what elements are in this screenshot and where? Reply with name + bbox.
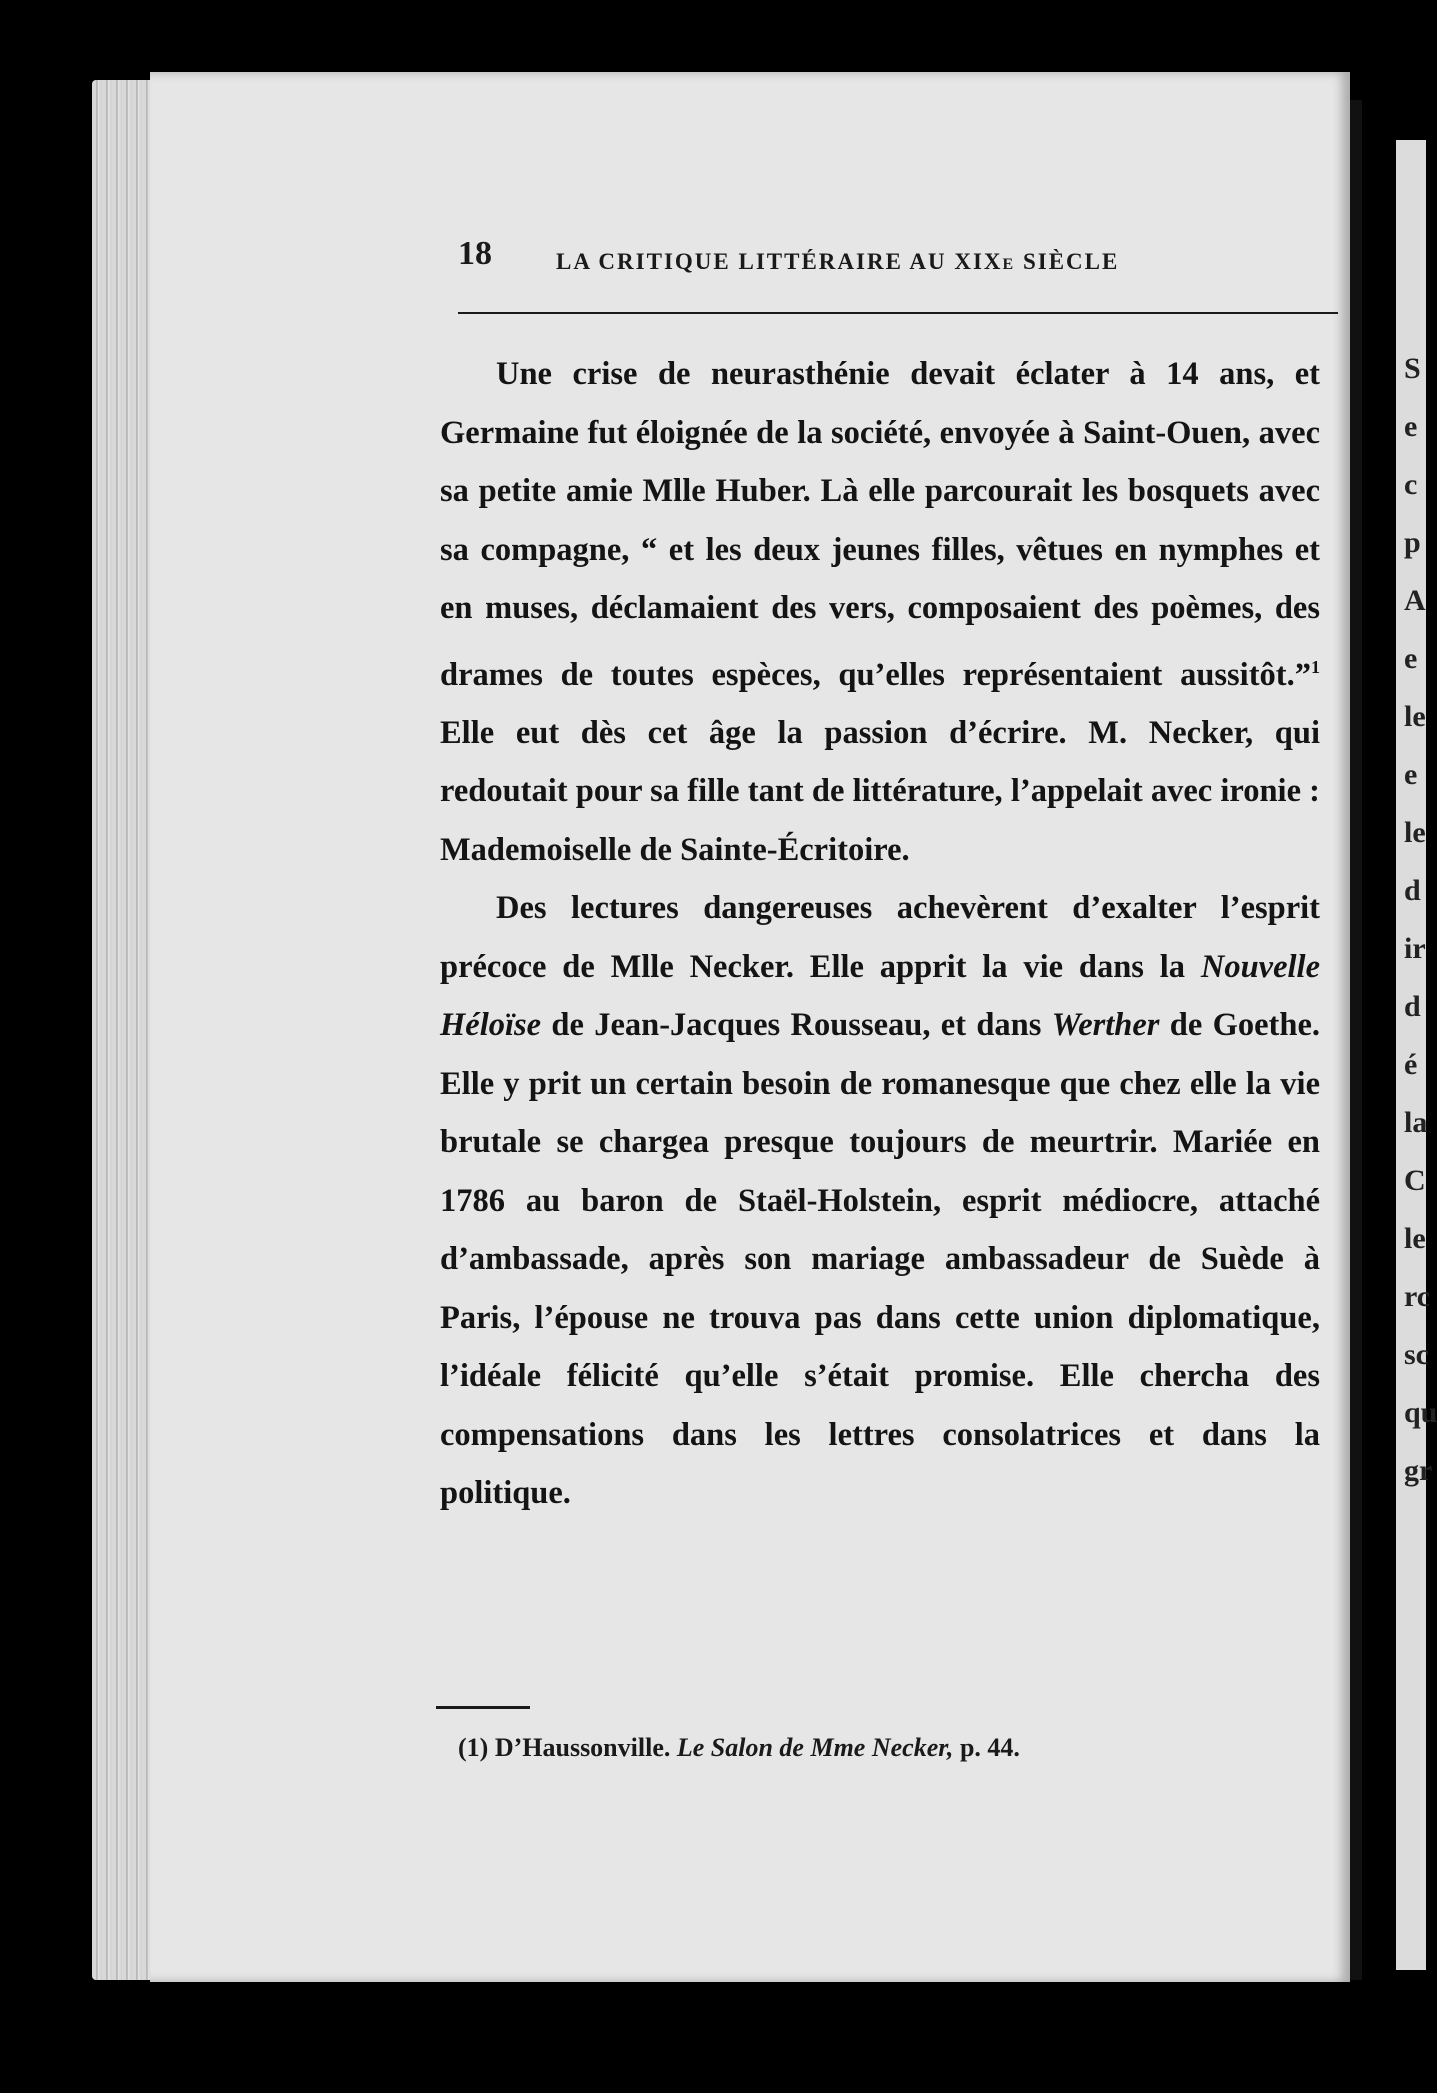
book-title-werther: Werther [1051,1007,1160,1044]
body-text [440,345,1320,1523]
book-gutter [1350,100,1362,1980]
running-title: LA CRITIQUE LITTÉRAIRE AU XIXe SIÈCLE [556,249,1120,274]
paragraph-2 [440,879,1320,1523]
footnote-reference: 1 [1311,656,1320,677]
footnote-author: D’Haussonville. [494,1733,671,1762]
footnote-page: p. 44. [959,1733,1020,1762]
paragraph-2-text-c: de Goethe. Elle y prit un certain besoin de romanesque que chez elle la vie brutale se chargea presque toujours de meurtrir. Mariée en 1786 au baron de Staël-Holstein, esprit médiocre, attaché d’ambassade, après son mariage ambassadeur de Suède à Paris, l’épouse ne trouva pas dans cette union diplomatique, l’idéale félicité qu’elle s’était promise. Elle chercha des compensations dans les lettres consolatrices et dans la politique. [440,1007,1320,1512]
paragraph-2-text-b: de Jean-Jacques Rousseau, et dans [541,1007,1052,1044]
book-title-nouvelle-heloise: Nouvelle Héloïse [440,948,1320,1044]
paragraph-1-text-continued: Elle eut dès cet âge la passion d’écrire. M. Necker, qui redoutait pour sa fille tant de littérature, l’appelait avec ironie : Mademoiselle de Sainte-Écritoire. [440,714,1320,868]
page-number: 18 [458,235,492,272]
footnote [458,1733,1020,1763]
facing-page-letters: S e c p A e le e le d ir d é la C le rc sc qu gr [1404,352,1437,1487]
header-rule [458,312,1338,314]
paragraph-2-text-a: Des lectures dangereuses achevèrent d’exalter l’esprit précoce de Mlle Necker. Elle apprit la vie dans la [440,890,1320,985]
page-header [458,235,1338,275]
paragraph-1-text: Une crise de neurasthénie devait éclater à 14 ans, et Germaine fut éloignée de la société, envoyée à Saint-Ouen, avec sa petite amie Mlle Huber. Là elle parcourait les bosquets avec sa compagne, “ et les deux jeunes filles, vêtues en nymphes et en muses, déclamaient des vers, composaient des poèmes, des drames de toutes espèces, qu’elles représentaient aussitôt.” [440,356,1320,693]
paragraph-1 [440,345,1320,879]
footnote-rule [436,1706,530,1709]
footnote-marker: (1) [458,1733,489,1762]
footnote-title: Le Salon de Mme Necker, [676,1733,954,1762]
